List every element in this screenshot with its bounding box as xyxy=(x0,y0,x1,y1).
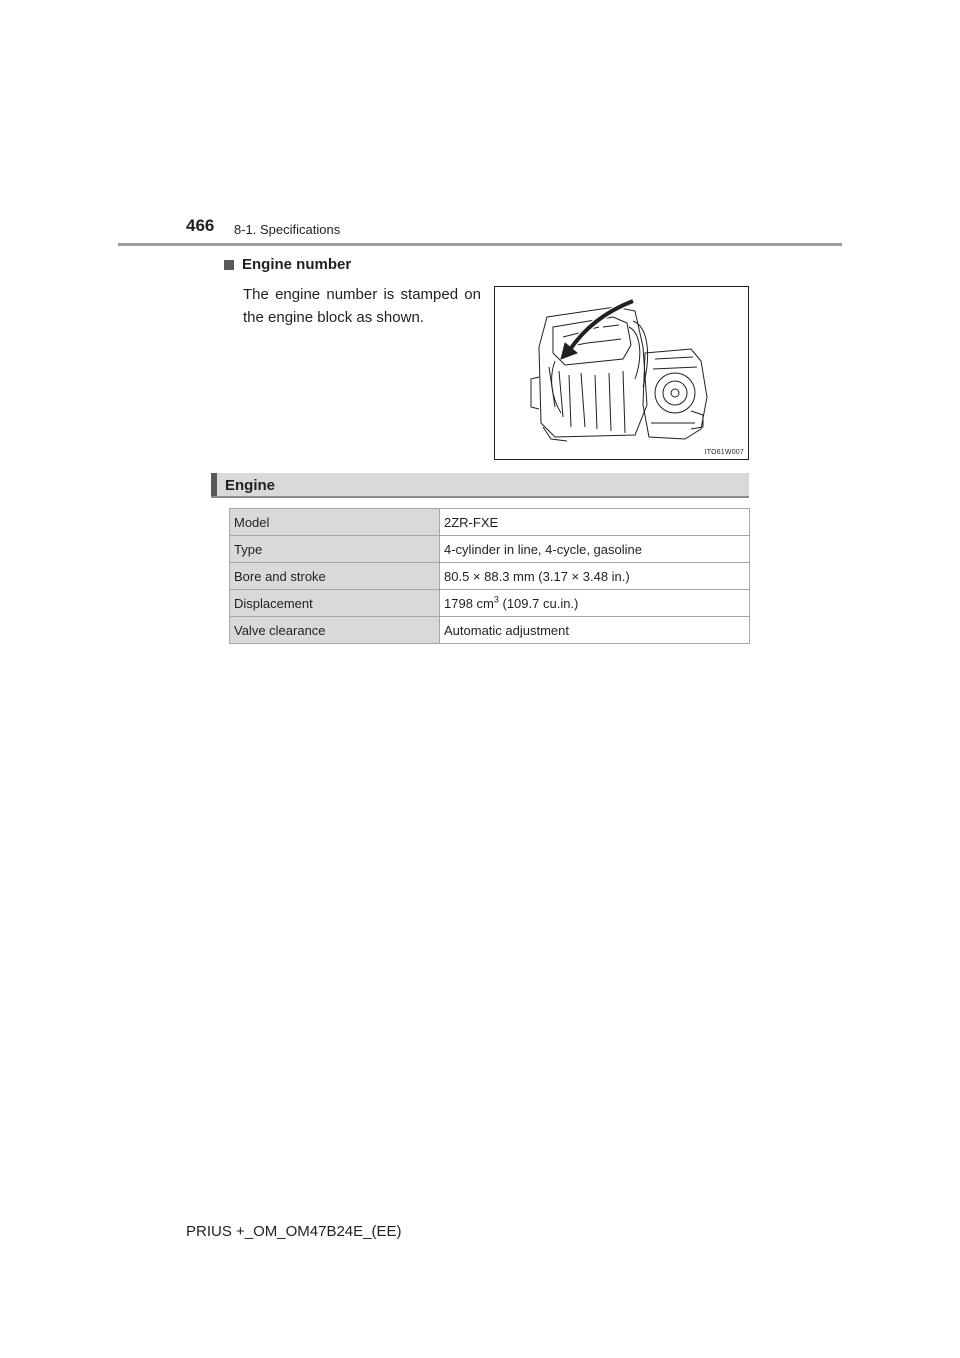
band-marker xyxy=(211,473,217,496)
row-value: Automatic adjustment xyxy=(440,617,750,644)
table-row xyxy=(230,509,750,536)
table-row xyxy=(230,536,750,563)
row-label: Bore and stroke xyxy=(230,563,440,590)
engine-number-description: The engine number is stamped on the engine block as shown. xyxy=(243,286,481,326)
engine-section-band xyxy=(211,473,749,498)
displacement-value-imperial: (109.7 cu.in.) xyxy=(498,595,579,611)
row-label: Valve clearance xyxy=(230,617,440,644)
square-bullet-icon xyxy=(224,260,234,270)
cubic-superscript: 3 xyxy=(493,594,499,605)
section-path: 8-1. Specifications xyxy=(234,222,341,237)
engine-section-title: Engine xyxy=(225,477,276,494)
row-label: Type xyxy=(230,536,440,563)
engine-illustration xyxy=(494,286,749,460)
figure-code: ITO61W007 xyxy=(704,449,744,456)
engine-number-heading-text: Engine number xyxy=(242,256,352,273)
table-row xyxy=(230,563,750,590)
displacement-value: 1798 cm xyxy=(444,595,494,611)
engine-drawing-icon xyxy=(495,287,748,459)
engine-spec-table xyxy=(229,508,750,644)
table-row xyxy=(230,590,750,617)
table-row xyxy=(230,617,750,644)
row-value: 4-cylinder in line, 4-cycle, gasoline xyxy=(440,536,750,563)
header-rule xyxy=(118,243,842,246)
row-label: Model xyxy=(230,509,440,536)
row-value: 2ZR-FXE xyxy=(440,509,750,536)
row-value: 80.5 × 88.3 mm (3.17 × 3.48 in.) xyxy=(440,563,750,590)
document-code: PRIUS +_OM_OM47B24E_(EE) xyxy=(186,1223,402,1240)
row-label: Displacement xyxy=(230,590,440,617)
page-number: 466 xyxy=(186,216,215,235)
row-value xyxy=(440,590,750,617)
engine-number-heading xyxy=(224,256,351,273)
